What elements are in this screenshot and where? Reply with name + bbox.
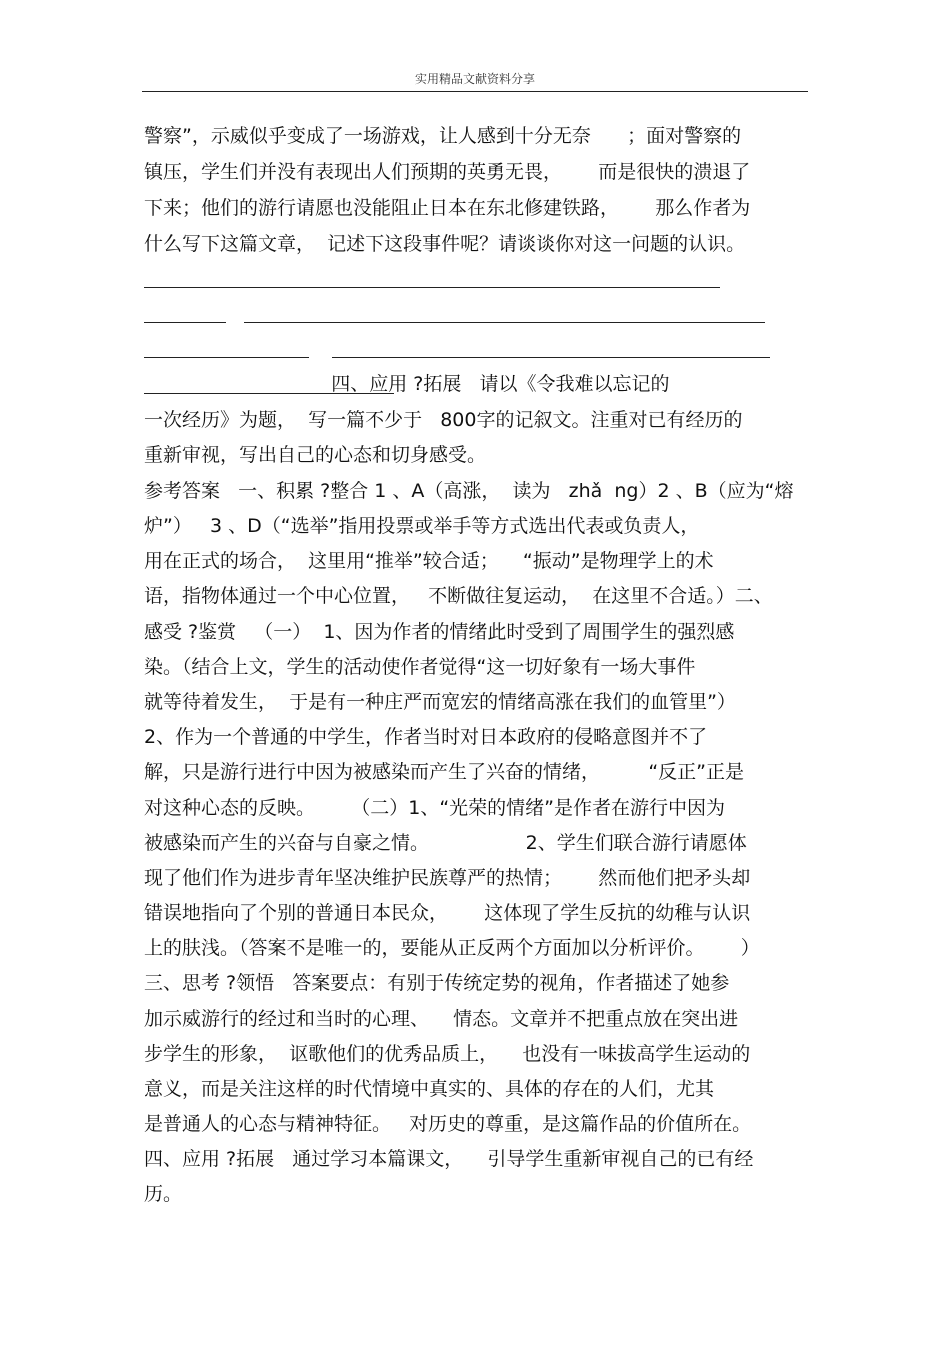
text-line: 重新审视，写出自己的心态和切身感受。 [144,444,487,466]
text-line: 镇压，学生们并没有表现出人们预期的英勇无畏， 而是很快的溃退了 [144,161,751,183]
text-line: 染。（结合上文，学生的活动使作者觉得“这一切好象有一场大事件 [144,656,696,678]
text-line: 错误地指向了个别的普通日本民众， 这体现了学生反抗的幼稚与认识 [144,902,751,924]
text-line: 上的肤浅。（答案不是唯一的，要能从正反两个方面加以分析评价。 ） [144,937,760,959]
answer-blank-line [144,287,720,288]
text-line: 历。 [144,1183,183,1205]
text-line: 现了他们作为进步青年坚决维护民族尊严的热情； 然而他们把矛头却 [144,867,751,889]
text-line: 下来；他们的游行请愿也没能阻止日本在东北修建铁路， 那么作者为 [144,197,751,219]
text-line: 2、作为一个普通的中学生，作者当时对日本政府的侵略意图并不了 [144,726,708,748]
text-line: 一次经历》为题， 写一篇不少于 800字的记叙文。注重对已有经历的 [144,409,743,431]
text-line: 用在正式的场合， 这里用“推举”较合适； “振动”是物理学上的术 [144,550,714,572]
text-line: 三、思考 ?领悟 答案要点：有别于传统定势的视角，作者描述了她参 [144,972,730,994]
page-header-title: 实用精品文献资料分享 [414,72,535,86]
text-line: 警察”，示威似乎变成了一场游戏，让人感到十分无奈 ；面对警察的 [144,125,742,147]
text-line: 就等待着发生， 于是有一种庄严而宽宏的情绪高涨在我们的血管里”） [144,691,736,713]
text-line: 四、应用 ?拓展 通过学习本篇课文， 引导学生重新审视自己的已有经 [144,1148,754,1170]
text-line: 意义，而是关注这样的时代情境中真实的、具体的存在的人们，尤其 [144,1078,715,1100]
text-line: 被感染而产生的兴奋与自豪之情。 2、学生们联合游行请愿体 [144,832,747,854]
text-line: 语，指物体通过一个中心位置， 不断做往复运动， 在这里不合适。）二、 [144,585,773,607]
text-line: 对这种心态的反映。 （二）1、“光荣的情绪”是作者在游行中因为 [144,797,726,819]
text-line: 步学生的形象， 讴歌他们的优秀品质上， 也没有一味拔高学生运动的 [144,1043,751,1065]
text-line: 解，只是游行进行中因为被感染而产生了兴奋的情绪， “反正”正是 [144,761,745,783]
text-line: 是普通人的心态与精神特征。 对历史的尊重，是这篇作品的价值所在。 [144,1113,752,1135]
header-divider [142,91,808,92]
text-line: 炉”） 3 、D（“选举”指用投票或举手等方式选出代表或负责人， [144,515,700,537]
answer-blank-line [144,357,309,358]
answer-blank-line [332,357,770,358]
text-line: 加示威游行的经过和当时的心理、 情态。文章并不把重点放在突出进 [144,1008,739,1030]
text-line: 感受 ?鉴赏 （一） 1、因为作者的情绪此时受到了周围学生的强烈感 [144,621,735,643]
text-line: 参考答案 一、积累 ?整合 1 、A（高涨， 读为 zhǎ ng）2 、B（应为“熔 [144,480,794,502]
answer-blank-line [244,322,765,323]
answer-blank-line [144,322,226,323]
text-line: 什么写下这篇文章， 记述下这段事件呢？请谈谈你对这一问题的认识。 [144,233,746,255]
text-line: 四、应用 ?拓展 请以《令我难以忘记的 [144,373,670,395]
